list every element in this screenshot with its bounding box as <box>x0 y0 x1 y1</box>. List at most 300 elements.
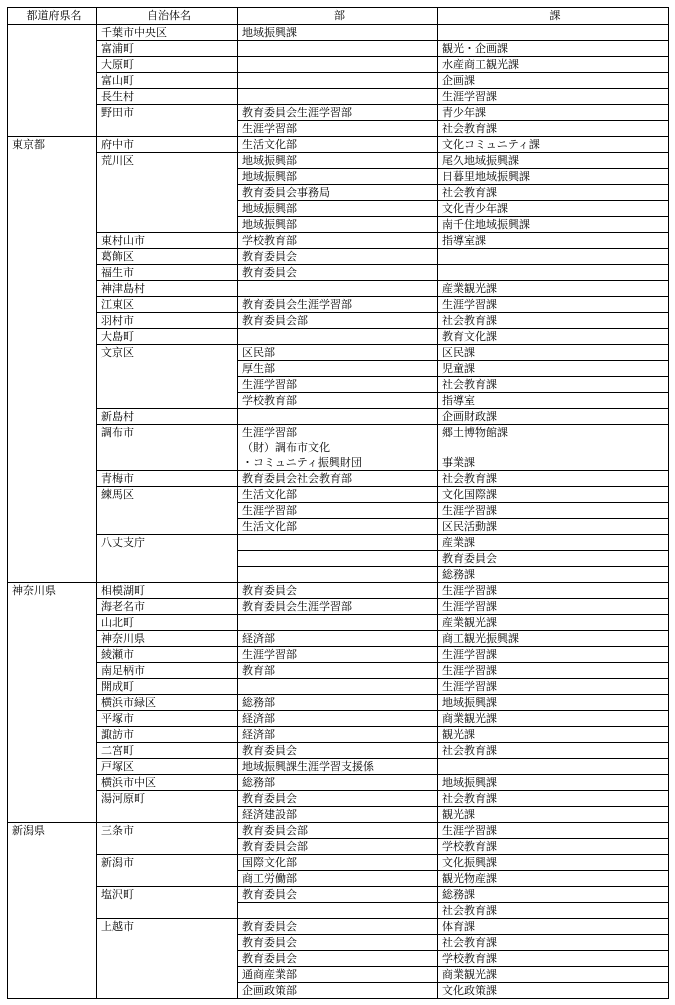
department-cell: 生涯学習部 <box>238 425 438 441</box>
prefecture-cell <box>8 503 97 519</box>
section-cell: 地域振興課 <box>438 695 669 711</box>
prefecture-cell <box>8 727 97 743</box>
table-row <box>8 471 669 487</box>
table-row <box>8 567 669 583</box>
header-row <box>8 8 669 25</box>
section-cell: 学校教育課 <box>438 951 669 967</box>
table-row <box>8 41 669 57</box>
municipality-cell: 文京区 <box>97 345 238 361</box>
table-row <box>8 759 669 775</box>
municipality-cell: 大島町 <box>97 329 238 345</box>
prefecture-cell <box>8 233 97 249</box>
department-cell: 教育委員会社会教育部 <box>238 471 438 487</box>
municipality-cell: 南足柄市 <box>97 663 238 679</box>
prefecture-cell: 新潟県 <box>8 823 97 839</box>
header-department: 部 <box>238 8 438 25</box>
department-cell <box>238 41 438 57</box>
table-row <box>8 25 669 41</box>
department-cell: 教育委員会 <box>238 919 438 935</box>
table-row <box>8 775 669 791</box>
municipality-cell <box>97 935 238 951</box>
municipality-cell <box>97 951 238 967</box>
prefecture-cell <box>8 599 97 615</box>
table-row <box>8 807 669 823</box>
table-row <box>8 743 669 759</box>
prefecture-cell <box>8 759 97 775</box>
municipality-cell: 二宮町 <box>97 743 238 759</box>
prefecture-cell <box>8 775 97 791</box>
section-cell: 文化青少年課 <box>438 201 669 217</box>
section-cell: 生涯学習課 <box>438 647 669 663</box>
section-cell: 文化振興課 <box>438 855 669 871</box>
header-section: 課 <box>438 8 669 25</box>
municipality-cell: 湯河原町 <box>97 791 238 807</box>
section-cell: 生涯学習課 <box>438 89 669 105</box>
municipality-cell <box>97 551 238 567</box>
section-cell: 体育課 <box>438 919 669 935</box>
prefecture-cell <box>8 361 97 377</box>
table-row <box>8 281 669 297</box>
section-cell: 郷土博物館課 <box>438 425 669 441</box>
table-row <box>8 967 669 983</box>
municipality-cell: 江東区 <box>97 297 238 313</box>
municipality-cell <box>97 377 238 393</box>
prefecture-cell <box>8 409 97 425</box>
department-cell: 生活文化部 <box>238 487 438 503</box>
prefecture-cell <box>8 919 97 935</box>
section-cell: 指導室課 <box>438 233 669 249</box>
header-prefecture: 都道府県名 <box>8 8 97 25</box>
municipality-cell: 練馬区 <box>97 487 238 503</box>
municipality-cell: 横浜市中区 <box>97 775 238 791</box>
prefecture-cell <box>8 935 97 951</box>
section-cell: 社会教育課 <box>438 313 669 329</box>
table-row <box>8 679 669 695</box>
table-row <box>8 185 669 201</box>
section-cell: 文化コミュニティ課 <box>438 137 669 153</box>
table-row <box>8 951 669 967</box>
table-row <box>8 519 669 535</box>
section-cell: 学校教育課 <box>438 839 669 855</box>
section-cell: 産業観光課 <box>438 281 669 297</box>
section-cell: 社会教育課 <box>438 121 669 137</box>
section-cell: 企画財政課 <box>438 409 669 425</box>
municipality-cell <box>97 393 238 409</box>
municipality-cell: 千葉市中央区 <box>97 25 238 41</box>
prefecture-cell <box>8 791 97 807</box>
department-cell <box>238 329 438 345</box>
prefecture-cell <box>8 313 97 329</box>
department-cell <box>238 535 438 551</box>
prefecture-cell <box>8 57 97 73</box>
prefecture-cell <box>8 25 97 41</box>
table-body <box>8 25 669 999</box>
section-cell: 生涯学習課 <box>438 679 669 695</box>
prefecture-cell <box>8 201 97 217</box>
municipality-cell <box>97 503 238 519</box>
department-cell: 地域振興課生涯学習支援係 <box>238 759 438 775</box>
department-cell: 教育委員会部 <box>238 313 438 329</box>
municipality-cell <box>97 807 238 823</box>
table-row <box>8 791 669 807</box>
municipality-cell: 綾瀬市 <box>97 647 238 663</box>
table-row <box>8 297 669 313</box>
prefecture-cell <box>8 631 97 647</box>
table-row <box>8 631 669 647</box>
prefecture-cell: 神奈川県 <box>8 583 97 599</box>
municipality-cell: 調布市 <box>97 425 238 441</box>
table-row <box>8 73 669 89</box>
section-cell <box>438 249 669 265</box>
table-row <box>8 871 669 887</box>
table-row <box>8 329 669 345</box>
section-cell: 指導室 <box>438 393 669 409</box>
section-cell: 社会教育課 <box>438 743 669 759</box>
department-cell: 教育委員会 <box>238 743 438 759</box>
section-cell: 社会教育課 <box>438 185 669 201</box>
prefecture-cell <box>8 711 97 727</box>
section-cell: 生涯学習課 <box>438 503 669 519</box>
department-cell: 生涯学習部 <box>238 377 438 393</box>
department-cell <box>238 281 438 297</box>
section-cell: 生涯学習課 <box>438 823 669 839</box>
prefecture-cell <box>8 471 97 487</box>
department-cell: 生涯学習部 <box>238 647 438 663</box>
table-row <box>8 57 669 73</box>
table-row <box>8 201 669 217</box>
department-cell <box>238 89 438 105</box>
municipality-cell: 野田市 <box>97 105 238 121</box>
section-cell <box>438 25 669 41</box>
department-cell: 学校教育部 <box>238 393 438 409</box>
municipality-cell: 開成町 <box>97 679 238 695</box>
section-cell: 文化政策課 <box>438 983 669 999</box>
prefecture-cell <box>8 871 97 887</box>
municipality-cell <box>97 217 238 233</box>
table-row <box>8 487 669 503</box>
department-cell: 経済部 <box>238 727 438 743</box>
department-cell: 総務部 <box>238 695 438 711</box>
section-cell: 商工観光振興課 <box>438 631 669 647</box>
table-row <box>8 823 669 839</box>
section-cell: 商業観光課 <box>438 711 669 727</box>
municipality-cell: 諏訪市 <box>97 727 238 743</box>
municipality-cell <box>97 185 238 201</box>
table-row <box>8 903 669 919</box>
municipality-cell: 羽村市 <box>97 313 238 329</box>
municipality-cell: 戸塚区 <box>97 759 238 775</box>
prefecture-cell <box>8 663 97 679</box>
section-cell: 区民活動課 <box>438 519 669 535</box>
department-cell: 経済部 <box>238 631 438 647</box>
section-cell: 社会教育課 <box>438 903 669 919</box>
section-cell: 社会教育課 <box>438 791 669 807</box>
department-cell: 総務部 <box>238 775 438 791</box>
municipality-cell <box>97 839 238 855</box>
table-row <box>8 440 669 455</box>
municipality-cell <box>97 455 238 471</box>
municipality-cell: 新島村 <box>97 409 238 425</box>
municipality-cell: 塩沢町 <box>97 887 238 903</box>
table-row <box>8 455 669 471</box>
municipality-cell: 府中市 <box>97 137 238 153</box>
table-row <box>8 711 669 727</box>
table-row <box>8 361 669 377</box>
section-cell: 商業観光課 <box>438 967 669 983</box>
section-cell: 生涯学習課 <box>438 297 669 313</box>
department-cell <box>238 409 438 425</box>
prefecture-cell <box>8 169 97 185</box>
department-cell <box>238 57 438 73</box>
department-cell: 経済部 <box>238 711 438 727</box>
table-row <box>8 233 669 249</box>
department-cell <box>238 73 438 89</box>
prefecture-cell <box>8 903 97 919</box>
prefecture-cell <box>8 983 97 999</box>
municipality-cell <box>97 361 238 377</box>
prefecture-cell <box>8 73 97 89</box>
section-cell: 社会教育課 <box>438 377 669 393</box>
table-row <box>8 887 669 903</box>
section-cell: 総務課 <box>438 567 669 583</box>
section-cell: 日暮里地域振興課 <box>438 169 669 185</box>
prefecture-cell <box>8 329 97 345</box>
section-cell: 教育文化課 <box>438 329 669 345</box>
municipality-cell: 富山町 <box>97 73 238 89</box>
department-cell: 教育委員会部 <box>238 823 438 839</box>
department-cell <box>238 679 438 695</box>
section-cell: 社会教育課 <box>438 935 669 951</box>
municipality-table <box>7 7 669 999</box>
prefecture-cell <box>8 839 97 855</box>
section-cell: 観光・企画課 <box>438 41 669 57</box>
prefecture-cell <box>8 249 97 265</box>
table-row <box>8 345 669 361</box>
prefecture-cell <box>8 297 97 313</box>
municipality-cell: 新潟市 <box>97 855 238 871</box>
department-cell: 教育委員会 <box>238 887 438 903</box>
prefecture-cell <box>8 679 97 695</box>
prefecture-cell <box>8 377 97 393</box>
section-cell: 産業課 <box>438 535 669 551</box>
municipality-cell <box>97 519 238 535</box>
department-cell: 厚生部 <box>238 361 438 377</box>
section-cell: 生涯学習課 <box>438 663 669 679</box>
table-row <box>8 425 669 441</box>
table-row <box>8 647 669 663</box>
municipality-cell: 上越市 <box>97 919 238 935</box>
section-cell: 尾久地域振興課 <box>438 153 669 169</box>
table-row <box>8 855 669 871</box>
prefecture-cell <box>8 265 97 281</box>
department-cell: 教育委員会 <box>238 935 438 951</box>
prefecture-cell <box>8 455 97 471</box>
table-row <box>8 663 669 679</box>
department-cell: 地域振興部 <box>238 201 438 217</box>
prefecture-cell <box>8 519 97 535</box>
prefecture-cell <box>8 647 97 663</box>
department-cell: 地域振興部 <box>238 153 438 169</box>
prefecture-cell <box>8 487 97 503</box>
department-cell: 地域振興部 <box>238 217 438 233</box>
municipality-cell <box>97 201 238 217</box>
table-row <box>8 265 669 281</box>
prefecture-cell <box>8 807 97 823</box>
municipality-cell <box>97 983 238 999</box>
department-cell: 商工労働部 <box>238 871 438 887</box>
municipality-cell: 東村山市 <box>97 233 238 249</box>
section-cell: 南千住地域振興課 <box>438 217 669 233</box>
section-cell <box>438 440 669 455</box>
prefecture-cell <box>8 121 97 137</box>
municipality-cell: 葛飾区 <box>97 249 238 265</box>
municipality-cell: 平塚市 <box>97 711 238 727</box>
municipality-cell: 荒川区 <box>97 153 238 169</box>
municipality-cell: 三条市 <box>97 823 238 839</box>
department-cell: 企画政策部 <box>238 983 438 999</box>
prefecture-cell <box>8 615 97 631</box>
department-cell: 教育部 <box>238 663 438 679</box>
section-cell: 産業観光課 <box>438 615 669 631</box>
department-cell: 経済建設部 <box>238 807 438 823</box>
section-cell: 生涯学習課 <box>438 599 669 615</box>
section-cell: 観光課 <box>438 727 669 743</box>
department-cell: 区民部 <box>238 345 438 361</box>
prefecture-cell <box>8 89 97 105</box>
municipality-cell <box>97 903 238 919</box>
prefecture-cell <box>8 41 97 57</box>
prefecture-cell <box>8 425 97 441</box>
table-row <box>8 249 669 265</box>
section-cell: 教育委員会 <box>438 551 669 567</box>
municipality-cell <box>97 169 238 185</box>
table-row <box>8 839 669 855</box>
department-cell: 教育委員会生涯学習部 <box>238 105 438 121</box>
department-cell: 生涯学習部 <box>238 121 438 137</box>
prefecture-cell <box>8 695 97 711</box>
municipality-cell <box>97 967 238 983</box>
department-cell: 生涯学習部 <box>238 503 438 519</box>
department-cell: 教育委員会 <box>238 583 438 599</box>
section-cell: 児童課 <box>438 361 669 377</box>
section-cell: 社会教育課 <box>438 471 669 487</box>
section-cell: 青少年課 <box>438 105 669 121</box>
header-municipality: 自治体名 <box>97 8 238 25</box>
table-row <box>8 583 669 599</box>
prefecture-cell <box>8 551 97 567</box>
prefecture-cell <box>8 345 97 361</box>
department-cell: 教育委員会生涯学習部 <box>238 297 438 313</box>
table-row <box>8 313 669 329</box>
prefecture-cell <box>8 217 97 233</box>
prefecture-cell <box>8 887 97 903</box>
department-cell: （財）調布市文化 <box>238 440 438 455</box>
prefecture-cell <box>8 153 97 169</box>
department-cell: 教育委員会 <box>238 791 438 807</box>
table-row <box>8 727 669 743</box>
section-cell: 水産商工観光課 <box>438 57 669 73</box>
department-cell <box>238 551 438 567</box>
section-cell: 企画課 <box>438 73 669 89</box>
prefecture-cell <box>8 567 97 583</box>
municipality-cell: 富浦町 <box>97 41 238 57</box>
municipality-cell <box>97 871 238 887</box>
table-row <box>8 89 669 105</box>
table-row <box>8 615 669 631</box>
department-cell: 教育委員会事務局 <box>238 185 438 201</box>
table-row <box>8 393 669 409</box>
department-cell <box>238 903 438 919</box>
section-cell <box>438 759 669 775</box>
table-row <box>8 121 669 137</box>
section-cell: 文化国際課 <box>438 487 669 503</box>
municipality-cell: 神奈川県 <box>97 631 238 647</box>
department-cell: 教育委員会 <box>238 249 438 265</box>
section-cell: 観光物産課 <box>438 871 669 887</box>
department-cell: 教育委員会 <box>238 265 438 281</box>
table-row <box>8 599 669 615</box>
municipality-cell: 青梅市 <box>97 471 238 487</box>
prefecture-cell <box>8 535 97 551</box>
municipality-cell <box>97 567 238 583</box>
municipality-cell: 大原町 <box>97 57 238 73</box>
department-cell: 生活文化部 <box>238 137 438 153</box>
municipality-cell: 福生市 <box>97 265 238 281</box>
department-cell: 生活文化部 <box>238 519 438 535</box>
municipality-cell <box>97 440 238 455</box>
department-cell: 地域振興部 <box>238 169 438 185</box>
municipality-cell: 神津島村 <box>97 281 238 297</box>
municipality-cell: 横浜市緑区 <box>97 695 238 711</box>
department-cell: 地域振興課 <box>238 25 438 41</box>
department-cell <box>238 615 438 631</box>
municipality-cell: 海老名市 <box>97 599 238 615</box>
department-cell: ・コミュニティ振興財団 <box>238 455 438 471</box>
table-row <box>8 169 669 185</box>
section-cell: 区民課 <box>438 345 669 361</box>
table-row <box>8 217 669 233</box>
table-row <box>8 935 669 951</box>
prefecture-cell <box>8 951 97 967</box>
table-row <box>8 377 669 393</box>
municipality-cell: 八丈支庁 <box>97 535 238 551</box>
prefecture-cell <box>8 281 97 297</box>
municipality-cell: 山北町 <box>97 615 238 631</box>
department-cell: 学校教育部 <box>238 233 438 249</box>
section-cell: 総務課 <box>438 887 669 903</box>
municipality-cell: 相模湖町 <box>97 583 238 599</box>
table-row <box>8 137 669 153</box>
prefecture-cell: 東京都 <box>8 137 97 153</box>
table-row <box>8 105 669 121</box>
prefecture-cell <box>8 185 97 201</box>
table-row <box>8 153 669 169</box>
table-row <box>8 409 669 425</box>
table-row <box>8 919 669 935</box>
table-row <box>8 983 669 999</box>
section-cell: 事業課 <box>438 455 669 471</box>
department-cell: 国際文化部 <box>238 855 438 871</box>
section-cell: 地域振興課 <box>438 775 669 791</box>
department-cell: 教育委員会 <box>238 951 438 967</box>
prefecture-cell <box>8 105 97 121</box>
municipality-cell <box>97 121 238 137</box>
department-cell: 教育委員会生涯学習部 <box>238 599 438 615</box>
prefecture-cell <box>8 743 97 759</box>
prefecture-cell <box>8 967 97 983</box>
section-cell: 生涯学習課 <box>438 583 669 599</box>
department-cell <box>238 567 438 583</box>
